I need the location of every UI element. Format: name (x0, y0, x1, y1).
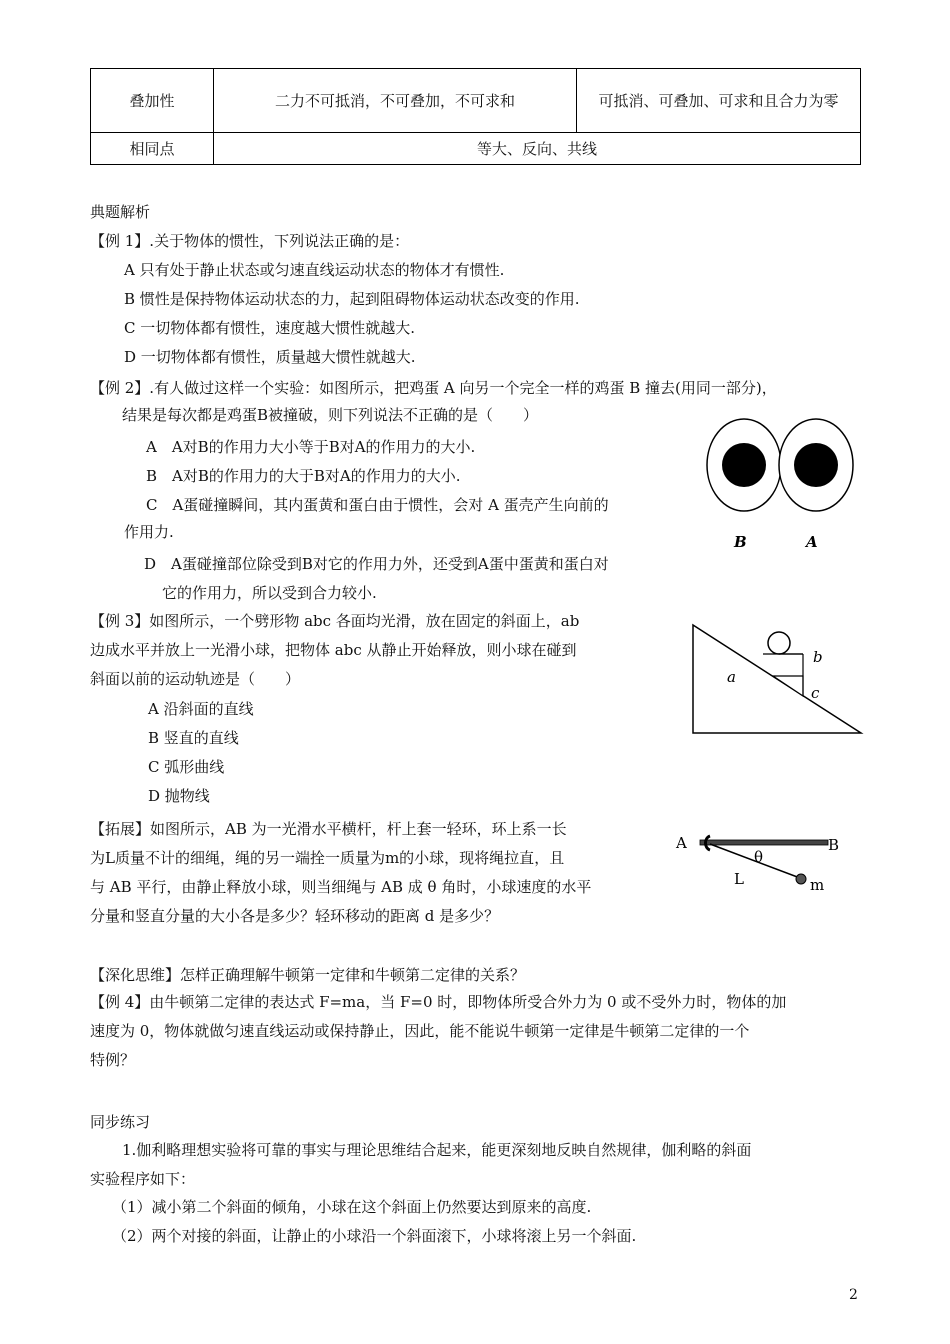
example-1-option: D 一切物体都有惯性，质量越大惯性就越大. (124, 348, 416, 366)
label-m: m (810, 876, 825, 894)
example-3-stem: 边成水平并放上一光滑小球，把物体 abc 从静止开始释放，则小球在碰到 (90, 641, 577, 659)
label-a: a (727, 668, 736, 686)
example-2-option-cont: 它的作用力，所以受到合力较小. (162, 584, 377, 602)
example-1-stem: 【例 1】.关于物体的惯性，下列说法正确的是： (90, 232, 410, 250)
table-cell: 可抵消、可叠加、可求和且合力为零 (577, 69, 861, 133)
extension-text: 分量和竖直分量的大小各是多少？轻环移动的距离 d 是多少？ (90, 907, 500, 925)
comparison-table (90, 68, 861, 165)
label-c: c (811, 684, 820, 702)
example-3-stem: 斜面以前的运动轨迹是（ ） (90, 670, 301, 688)
example-1-option: A 只有处于静止状态或匀速直线运动状态的物体才有惯性. (124, 261, 505, 279)
practice-question: 1.伽利略理想实验将可靠的事实与理论思维结合起来，能更深刻地反映自然规律，伽利略的斜面 (122, 1141, 752, 1159)
eggs-figure (700, 415, 860, 555)
table-cell-label: 相同点 (91, 133, 214, 165)
example-1-option: C 一切物体都有惯性，速度越大惯性就越大. (124, 319, 416, 337)
horizontal-rod (700, 840, 828, 845)
example-2-option: C A蛋碰撞瞬间，其内蛋黄和蛋白由于惯性，会对 A 蛋壳产生向前的 (146, 496, 609, 514)
extension-text: 与 AB 平行，由静止释放小球，则当细绳与 AB 成 θ 角时，小球速度的水平 (90, 878, 592, 896)
example-3-option: A 沿斜面的直线 (148, 700, 254, 718)
example-2-stem: 【例 2】.有人做过这样一个实验：如图所示，把鸡蛋 A 向另一个完全一样的鸡蛋 B 撞去(用同一部分)， (90, 379, 777, 397)
label-A: A (676, 834, 687, 852)
example-3-stem: 【例 3】如图所示，一个劈形物 abc 各面均光滑，放在固定的斜面上，ab (90, 612, 580, 630)
example-4-text: 【例 4】由牛顿第二定律的表达式 F=ma，当 F=0 时，即物体所受合外力为 0 或不受外力时，物体的加 (90, 993, 787, 1011)
section-title: 典题解析 (90, 203, 151, 221)
egg-label-b: B (734, 533, 747, 551)
ball (768, 632, 790, 654)
example-3-option: B 竖直的直线 (148, 729, 239, 747)
example-3-option: C 弧形曲线 (148, 758, 225, 776)
example-2-option: D A蛋碰撞部位除受到B对它的作用力外，还受到A蛋中蛋黄和蛋白对 (144, 555, 609, 573)
practice-step: （1）减小第二个斜面的倾角，小球在这个斜面上仍然要达到原来的高度. (112, 1198, 592, 1216)
table-cell-label: 叠加性 (91, 69, 214, 133)
example-4-text: 速度为 0，物体就做匀速直线运动或保持静止，因此，能不能说牛顿第一定律是牛顿第二定律的一个 (90, 1022, 750, 1040)
table-cell: 等大、反向、共线 (214, 133, 861, 165)
table-cell: 二力不可抵消，不可叠加，不可求和 (214, 69, 577, 133)
deep-thinking: 【深化思维】怎样正确理解牛顿第一定律和牛顿第二定律的关系？ (90, 966, 526, 984)
example-2-stem: 结果是每次都是鸡蛋B被撞破，则下列说法不正确的是（ ） (122, 406, 539, 424)
wedge-figure (693, 620, 863, 735)
table-row (91, 133, 861, 165)
example-1-option: B 惯性是保持物体运动状态的力，起到阻碍物体运动状态改变的作用. (124, 290, 580, 308)
egg-label-a: A (806, 533, 818, 551)
egg-b-yolk (722, 443, 766, 487)
label-b: b (813, 648, 823, 666)
label-B: B (828, 836, 840, 854)
extension-text: 为L质量不计的细绳，绳的另一端拴一质量为m的小球，现将绳拉直，且 (90, 849, 565, 867)
label-theta: θ (754, 848, 764, 866)
extension-text: 【拓展】如图所示，AB 为一光滑水平横杆，杆上套一轻环，环上系一长 (90, 820, 567, 838)
practice-step: （2）两个对接的斜面，让静止的小球沿一个斜面滚下，小球将滚上另一个斜面. (112, 1227, 637, 1245)
page-number: 2 (849, 1287, 858, 1303)
egg-a-yolk (794, 443, 838, 487)
example-2-option: A A对B的作用力大小等于B对A的作用力的大小. (146, 438, 476, 456)
rod-figure (676, 826, 856, 901)
small-ball (796, 874, 806, 884)
practice-question: 实验程序如下： (90, 1170, 196, 1188)
table-row (91, 69, 861, 133)
example-2-option: B A对B的作用力的大于B对A的作用力的大小. (146, 467, 461, 485)
practice-title: 同步练习 (90, 1113, 151, 1131)
example-4-text: 特例？ (90, 1051, 136, 1069)
example-3-option: D 抛物线 (148, 787, 210, 805)
example-2-option-cont: 作用力. (124, 523, 174, 541)
label-L: L (734, 870, 744, 888)
